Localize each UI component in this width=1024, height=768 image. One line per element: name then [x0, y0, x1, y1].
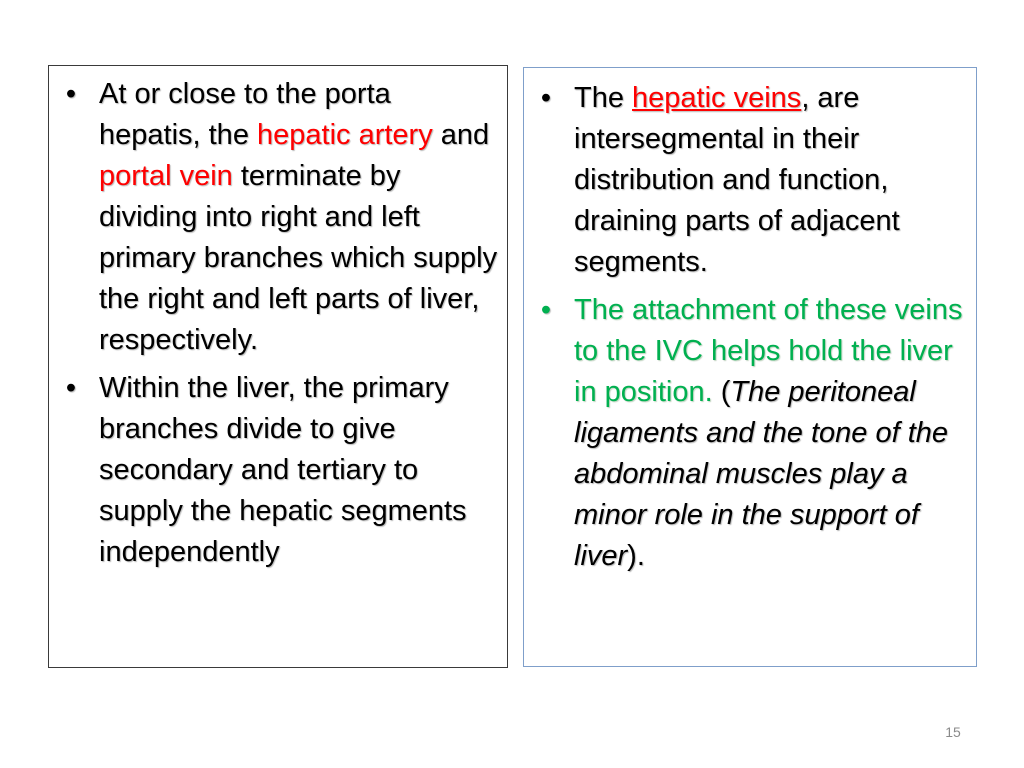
left-bullet-1-text-c: terminate by dividing into right and left primary branches which supply the right and left parts of liver, respectively.: [99, 160, 498, 356]
left-text-box: [48, 65, 508, 668]
right-bullet-list: [534, 78, 972, 584]
hepatic-artery-term: hepatic artery: [257, 119, 433, 151]
bullet-icon: •: [65, 78, 77, 110]
right-bullet-2: [534, 290, 972, 577]
right-bullet-2-open-paren: (: [712, 376, 731, 408]
left-bullet-1-text-b: and: [432, 119, 490, 151]
page-number: 15: [945, 724, 961, 740]
hepatic-veins-term: hepatic veins: [632, 82, 802, 114]
left-bullet-list: [59, 74, 499, 580]
left-bullet-2-text: Within the liver, the primary branches divide to give secondary and tertiary to supply the hepatic segments independently: [99, 372, 467, 568]
right-bullet-2-italic-text: The peritoneal ligaments and the tone of the abdominal muscles play a minor role in the support of liver: [574, 376, 949, 572]
left-bullet-2: [59, 368, 499, 573]
left-bullet-1: [59, 74, 499, 361]
left-bullet-1-text-a: At or close to the porta hepatis, the: [99, 78, 391, 151]
right-bullet-1: [534, 78, 972, 283]
right-bullet-2-close-paren: ).: [627, 540, 645, 572]
right-text-box: [523, 67, 977, 667]
right-bullet-1-text-a: The: [574, 82, 633, 114]
right-bullet-1-text-b: , are intersegmental in their distribution and function, draining parts of adjacent segments.: [574, 82, 900, 278]
bullet-icon: •: [65, 372, 77, 404]
bullet-icon: •: [540, 294, 552, 326]
right-bullet-2-green-text: The attachment of these veins to the IVC helps hold the liver in position.: [574, 294, 963, 408]
portal-vein-term: portal vein: [99, 160, 233, 192]
bullet-icon: •: [540, 82, 552, 114]
